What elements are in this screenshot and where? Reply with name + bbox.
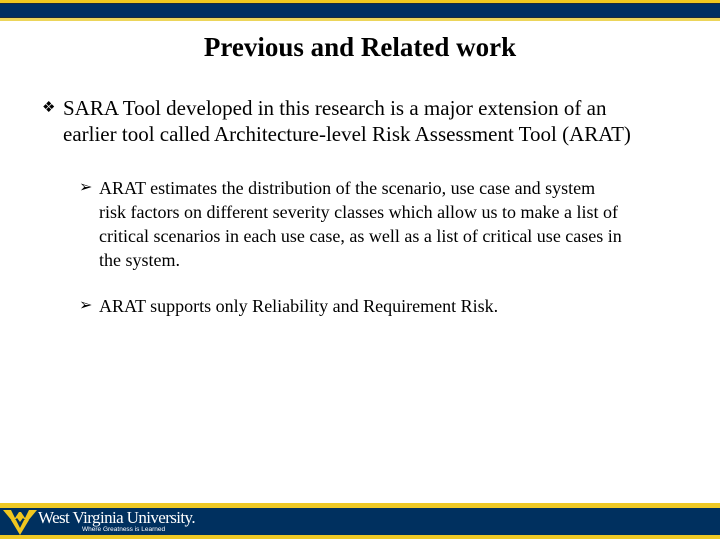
sub-bullet-arat-distribution — [79, 176, 689, 272]
university-tagline: Where Greatness is Learned — [82, 526, 166, 533]
arrow-bullet-icon: ➢ — [79, 297, 93, 314]
university-name: West Virginia University. — [38, 508, 196, 527]
sub-bullet-text — [79, 176, 689, 272]
header-navy-stripe — [0, 3, 720, 18]
sub-bullet-line: risk factors on different severity classes which allow us to make a list of — [99, 202, 619, 222]
sub-bullet-arat-supports — [79, 294, 689, 318]
arrow-bullet-icon: ➢ — [79, 179, 93, 196]
diamond-bullet-icon: ❖ — [42, 100, 56, 116]
bullet-text — [42, 95, 682, 147]
header-gold-stripe-bottom — [0, 18, 720, 21]
sub-bullet-line: critical scenarios in each use case, as well as a list of critical use cases in — [99, 226, 622, 246]
footer-gold-stripe-bottom — [0, 535, 720, 539]
slide-title: Previous and Related work — [203, 32, 517, 62]
sub-bullet-line: the system. — [99, 250, 180, 270]
bullet-level1 — [42, 95, 682, 147]
sub-bullet-text — [79, 294, 689, 318]
sub-bullet-line: ARAT supports only Reliability and Requirement Risk. — [99, 296, 499, 316]
wv-logo-icon — [3, 506, 37, 536]
sub-bullet-line: ARAT estimates the distribution of the scenario, use case and system — [99, 178, 596, 198]
bullet-line: SARA Tool developed in this research is a major extension of an — [63, 96, 607, 120]
bullet-line: earlier tool called Architecture-level Risk Assessment Tool (ARAT) — [63, 122, 631, 146]
footer-band — [0, 503, 720, 540]
header-band — [0, 0, 720, 22]
